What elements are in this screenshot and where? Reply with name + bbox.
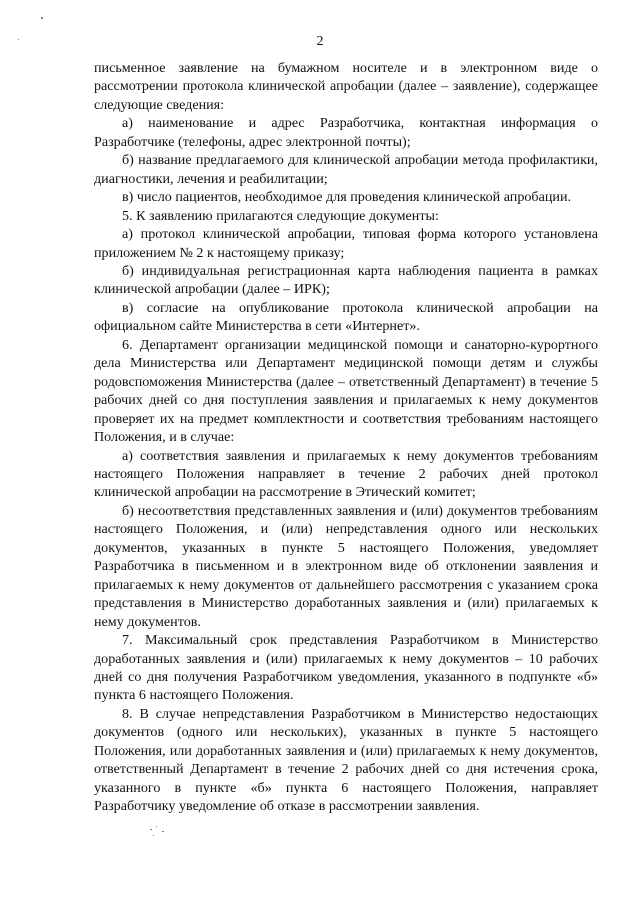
paragraph-clause-5-b: б) индивидуальная регистрационная карта наблюдения пациента в рамках клинической апробации (далее – ИРК);: [94, 262, 598, 298]
paragraph-clause-6-b: б) несоответствия представленных заявления и (или) документов требованиям настоящего Положения, и (или) непредставления одного или нескольких документов, указанных в пункте 5 настоящего Положения, уведомляет Разработчика в письменном и в электронном виде об отклонении заявления и прилагаемых к нему документов от дальнейшего рассмотрения с указанием срока представления в Министерство доработанных заявления и (или) прилагаемых к нему документов.: [94, 502, 598, 630]
document-body: [94, 59, 598, 816]
scan-speck: [153, 835, 154, 836]
paragraph-clause-6-a: а) соответствия заявления и прилагаемых к нему документов требованиям настоящего Положения направляет в течение 2 рабочих дней протокол клинической апробации на рассмотрение в Этический комитет;: [94, 447, 598, 501]
paragraph-item-c: в) число пациентов, необходимое для проведения клинической апробации.: [122, 189, 572, 206]
paragraph-item-b: б) название предлагаемого для клинической апробации метода профилактики, диагностики, лечения и реабилитации;: [94, 152, 598, 187]
scan-speck: [162, 831, 164, 832]
paragraph-clause-5: 5. К заявлению прилагаются следующие документы:: [122, 207, 439, 224]
paragraph-continuation: письменное заявление на бумажном носителе и в электронном виде о рассмотрении протокола клинической апробации (далее – заявление), содержащее следующие сведения:: [94, 60, 598, 113]
paragraph-clause-6: 6. Департамент организации медицинской помощи и санаторно-курортного дела Министерства или Департамент медицинской помощи детям и службы родовспоможения Министерства (далее – ответственный Департамент) в течение 5 рабочих дней со дня поступления заявления и прилагаемых к нему документов проверяет их на предмет комплектности и соответствия требованиям настоящего Положения, и в случае:: [94, 336, 598, 446]
scan-speck: [41, 17, 43, 19]
scan-speck: [150, 829, 152, 830]
scan-speck: [156, 826, 157, 827]
scan-speck: [18, 39, 19, 40]
paragraph-clause-8: 8. В случае непредставления Разработчиком в Министерство недостающих документов (одного или нескольких), указанных в пункте 5 настоящего Положения, или доработанных заявления и (или) прилагаемых к нему документов, ответственный Департамент в течение 2 рабочих дней со дня истечения срока, указанного в пункте «б» пункта 6 настоящего Положения, направляет Разработчику уведомление об отказе в рассмотрении заявления.: [94, 705, 598, 815]
page-number: 2: [316, 34, 324, 49]
paragraph-clause-5-c: в) согласие на опубликование протокола клинической апробации на официальном сайте Министерства в сети «Интернет».: [94, 299, 598, 335]
paragraph-clause-5-a: а) протокол клинической апробации, типовая форма которого установлена приложением № 2 к настоящему приказу;: [94, 226, 598, 261]
paragraph-item-a: а) наименование и адрес Разработчика, контактная информация о Разработчике (телефоны, адрес электронной почты);: [94, 115, 598, 150]
paragraph-clause-7: 7. Максимальный срок представления Разработчиком в Министерство доработанных заявления и (или) прилагаемых к нему документов – 10 рабочих дней со дня получения Разработчиком уведомления, указанного в подпункте «б» пункта 6 настоящего Положения.: [94, 632, 598, 704]
